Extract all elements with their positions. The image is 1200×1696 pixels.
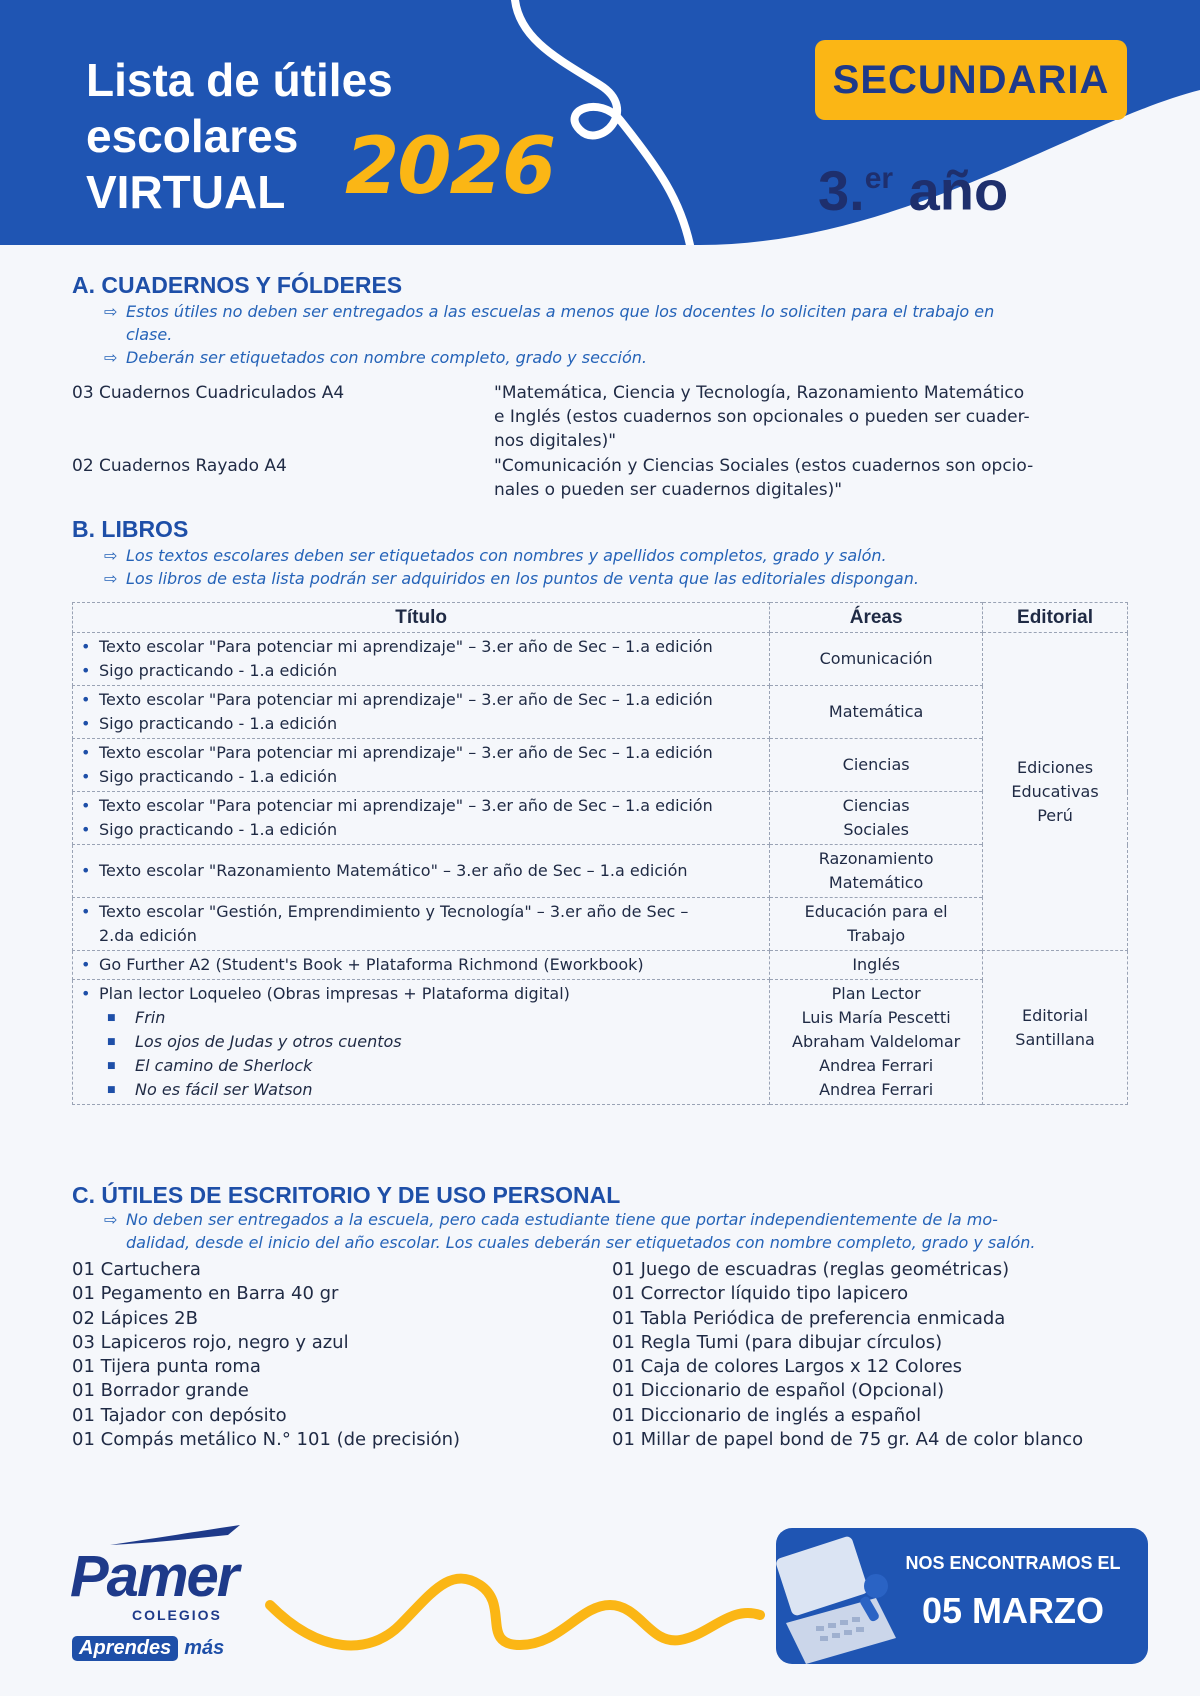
note-item	[104, 567, 1134, 590]
note-item	[104, 346, 1134, 369]
table-row	[73, 845, 1128, 898]
books-table	[72, 602, 1128, 1105]
list-item: 01 Caja de colores Largos x 12 Colores	[612, 1356, 963, 1378]
book-title: • Sigo practicando - 1.a edición	[77, 765, 765, 789]
book-titles	[73, 686, 770, 739]
book-titles	[73, 980, 770, 1105]
list-item: 03 Lapiceros rojo, negro y azul	[72, 1331, 349, 1353]
slogan-highlight: Aprendes	[72, 1636, 178, 1661]
arrow-right-icon: ⇨	[104, 348, 118, 367]
table-row	[73, 980, 1128, 1105]
editorial-text: Educativas	[1011, 781, 1099, 801]
book-area	[770, 980, 983, 1105]
slogan-tag	[72, 1636, 224, 1661]
list-item: 01 Diccionario de inglés a español	[612, 1404, 922, 1426]
book-titles	[73, 898, 770, 951]
book-area	[770, 633, 983, 686]
list-item: 01 Diccionario de español (Opcional)	[612, 1380, 945, 1402]
note-item	[104, 1208, 1144, 1231]
note-text: Los textos escolares deben ser etiquetados con nombres y apellidos completos, grado y salón.	[126, 546, 887, 565]
list-item: 02 Lápices 2B	[72, 1307, 198, 1329]
section-b-notes	[104, 544, 1134, 590]
note-item	[104, 300, 1134, 323]
page-header	[0, 0, 1200, 245]
grade-label	[818, 158, 1008, 223]
book-area	[770, 739, 983, 792]
reader-author: Luis María Pescetti	[801, 1008, 951, 1027]
notebook-item-1: 03 Cuadernos Cuadriculados A4	[72, 383, 345, 403]
area-text: Educación para el	[804, 902, 948, 921]
book-title: 2.da edición	[99, 926, 197, 945]
header-title: Título	[73, 603, 770, 633]
book-title: • Texto escolar "Razonamiento Matemático" – 3.er año de Sec – 1.a edición	[77, 859, 765, 883]
area-text: Ciencias	[842, 796, 910, 815]
book-title: • Texto escolar "Para potenciar mi aprendizaje" – 3.er año de Sec – 1.a edición	[77, 635, 765, 659]
book-title: • Texto escolar "Gestión, Emprendimiento y Tecnología" – 3.er año de Sec –	[77, 900, 765, 924]
detail-line: e Inglés (estos cuadernos son opcionales o pueden ser cuader-	[494, 407, 1030, 427]
table-header-row	[73, 603, 1128, 633]
book-titles	[73, 845, 770, 898]
title-line-2: escolares	[86, 110, 299, 162]
reader-author: Abraham Valdelomar	[792, 1032, 961, 1051]
list-item: 01 Cartuchera	[72, 1259, 201, 1280]
reader-book: ■ El camino de Sherlock	[77, 1054, 765, 1078]
book-titles	[73, 633, 770, 686]
editorial-text: Ediciones	[1017, 757, 1094, 777]
note-text: clase.	[126, 325, 173, 344]
notebook-detail-1	[494, 381, 1128, 453]
area-text: Comunicación	[819, 649, 933, 668]
book-title: • Plan lector Loqueleo (Obras impresas + Plataforma digital)	[77, 982, 765, 1006]
slogan-text: más	[184, 1637, 225, 1659]
note-text: Estos útiles no deben ser entregados a las escuelas a menos que los docentes lo soliciten para el trabajo en	[126, 302, 995, 321]
list-item: 01 Tajador con depósito	[72, 1404, 287, 1426]
note-text: Deberán ser etiquetados con nombre completo, grado y sección.	[126, 348, 647, 367]
book-area	[770, 845, 983, 898]
decorative-squiggle	[250, 1545, 780, 1675]
book-title: • Go Further A2 (Student's Book + Plataforma Richmond (Eworkbook)	[77, 953, 765, 977]
list-item: 01 Borrador grande	[72, 1380, 249, 1402]
book-area	[770, 898, 983, 951]
area-text: Trabajo	[847, 926, 906, 945]
book-titles	[73, 951, 770, 980]
area-text: Razonamiento	[818, 849, 934, 868]
note-text: No deben ser entregados a la escuela, pero cada estudiante tiene que portar independientemente de la mo-	[126, 1210, 998, 1229]
detail-line: "Comunicación y Ciencias Sociales (estos cuadernos son opcio-	[494, 456, 1034, 476]
arrow-right-icon: ⇨	[104, 302, 118, 321]
detail-line: nales o pueden ser cuadernos digitales)"	[494, 480, 843, 500]
book-titles	[73, 792, 770, 845]
level-badge: SECUNDARIA	[815, 40, 1127, 120]
list-item: 01 Millar de papel bond de 75 gr. A4 de color blanco	[612, 1429, 1084, 1451]
section-b-title: B. LIBROS	[72, 516, 189, 542]
list-item: 01 Tabla Periódica de preferencia enmicada	[612, 1307, 1006, 1329]
list-item: 01 Regla Tumi (para dibujar círculos)	[612, 1331, 943, 1353]
title-line-3: VIRTUAL	[86, 166, 286, 218]
header-editorial: Editorial	[983, 603, 1128, 633]
logo-wordmark: Pamer	[70, 1544, 238, 1609]
grade-number: 3.	[818, 159, 865, 222]
list-item: 01 Tijera punta roma	[72, 1356, 261, 1378]
section-a-notes	[104, 300, 1134, 369]
notebook-item-2: 02 Cuadernos Rayado A4	[72, 456, 287, 476]
list-item: 01 Corrector líquido tipo lapicero	[612, 1283, 909, 1305]
arrow-right-icon: ⇨	[104, 1210, 118, 1229]
detail-line: nos digitales)"	[494, 431, 617, 451]
grade-word: año	[908, 159, 1009, 222]
editorial-cell	[983, 633, 1128, 951]
reader-author: Andrea Ferrari	[819, 1080, 934, 1099]
title-year: 2026	[345, 122, 555, 212]
book-title: • Texto escolar "Para potenciar mi aprendizaje" – 3.er año de Sec – 1.a edición	[77, 794, 765, 818]
reader-book: ■ No es fácil ser Watson	[77, 1078, 765, 1102]
section-c-notes	[104, 1208, 1144, 1254]
editorial-text: Perú	[1037, 805, 1073, 825]
grade-suffix: er	[864, 162, 894, 195]
laptop-icon	[776, 1528, 906, 1664]
book-area	[770, 686, 983, 739]
table-row	[73, 898, 1128, 951]
title-line-1: Lista de útiles	[86, 54, 393, 106]
area-text: Ciencias	[842, 755, 910, 774]
event-label: NOS ENCONTRAMOS EL	[905, 1553, 1121, 1573]
section-c-title: C. ÚTILES DE ESCRITORIO Y DE USO PERSONAL	[72, 1182, 621, 1208]
reader-book: ■ Los ojos de Judas y otros cuentos	[77, 1030, 765, 1054]
event-banner	[776, 1528, 1148, 1664]
book-title: • Texto escolar "Para potenciar mi aprendizaje" – 3.er año de Sec – 1.a edición	[77, 688, 765, 712]
book-title: • Sigo practicando - 1.a edición	[77, 818, 765, 842]
supplies-right-list	[612, 1258, 1083, 1452]
table-row	[73, 792, 1128, 845]
header-areas: Áreas	[770, 603, 983, 633]
book-title: • Sigo practicando - 1.a edición	[77, 712, 765, 736]
list-item: 01 Juego de escuadras (reglas geométricas)	[612, 1259, 1010, 1280]
note-text: dalidad, desde el inicio del año escolar. Los cuales deberán ser etiquetados con nombre completo, grado y salón.	[126, 1233, 1036, 1252]
book-title: • Texto escolar "Para potenciar mi aprendizaje" – 3.er año de Sec – 1.a edición	[77, 741, 765, 765]
list-item: 01 Pegamento en Barra 40 gr	[72, 1283, 339, 1305]
notebook-detail-2	[494, 454, 1128, 502]
note-text: Los libros de esta lista podrán ser adquiridos en los puntos de venta que las editoriales dispongan.	[126, 569, 919, 588]
table-row	[73, 686, 1128, 739]
reader-author: Andrea Ferrari	[819, 1056, 934, 1075]
editorial-text: Santillana	[1015, 1029, 1095, 1049]
book-title: • Sigo practicando - 1.a edición	[77, 659, 765, 683]
event-date: 05 MARZO	[921, 1590, 1105, 1631]
list-item: 01 Compás metálico N.° 101 (de precisión)	[72, 1429, 461, 1451]
section-a-title: A. CUADERNOS Y FÓLDERES	[72, 272, 403, 298]
table-row	[73, 951, 1128, 980]
area-text: Matemático	[828, 873, 924, 892]
table-row	[73, 739, 1128, 792]
supplies-left-list	[72, 1258, 460, 1452]
area-text: Sociales	[843, 820, 909, 839]
arrow-right-icon: ⇨	[104, 546, 118, 565]
pamer-logo	[70, 1525, 240, 1623]
logo-subtitle: COLEGIOS	[132, 1607, 222, 1623]
area-text: Matemática	[828, 702, 924, 721]
editorial-cell	[983, 951, 1128, 1105]
editorial-text: Editorial	[1022, 1005, 1089, 1025]
book-area	[770, 792, 983, 845]
area-text: Inglés	[852, 955, 900, 974]
note-item	[104, 544, 1134, 567]
arrow-right-icon: ⇨	[104, 569, 118, 588]
table-row	[73, 633, 1128, 686]
area-text: Plan Lector	[831, 984, 921, 1003]
reader-book: ■ Frin	[77, 1006, 765, 1030]
book-area	[770, 951, 983, 980]
detail-line: "Matemática, Ciencia y Tecnología, Razonamiento Matemático	[494, 383, 1025, 403]
book-titles	[73, 739, 770, 792]
